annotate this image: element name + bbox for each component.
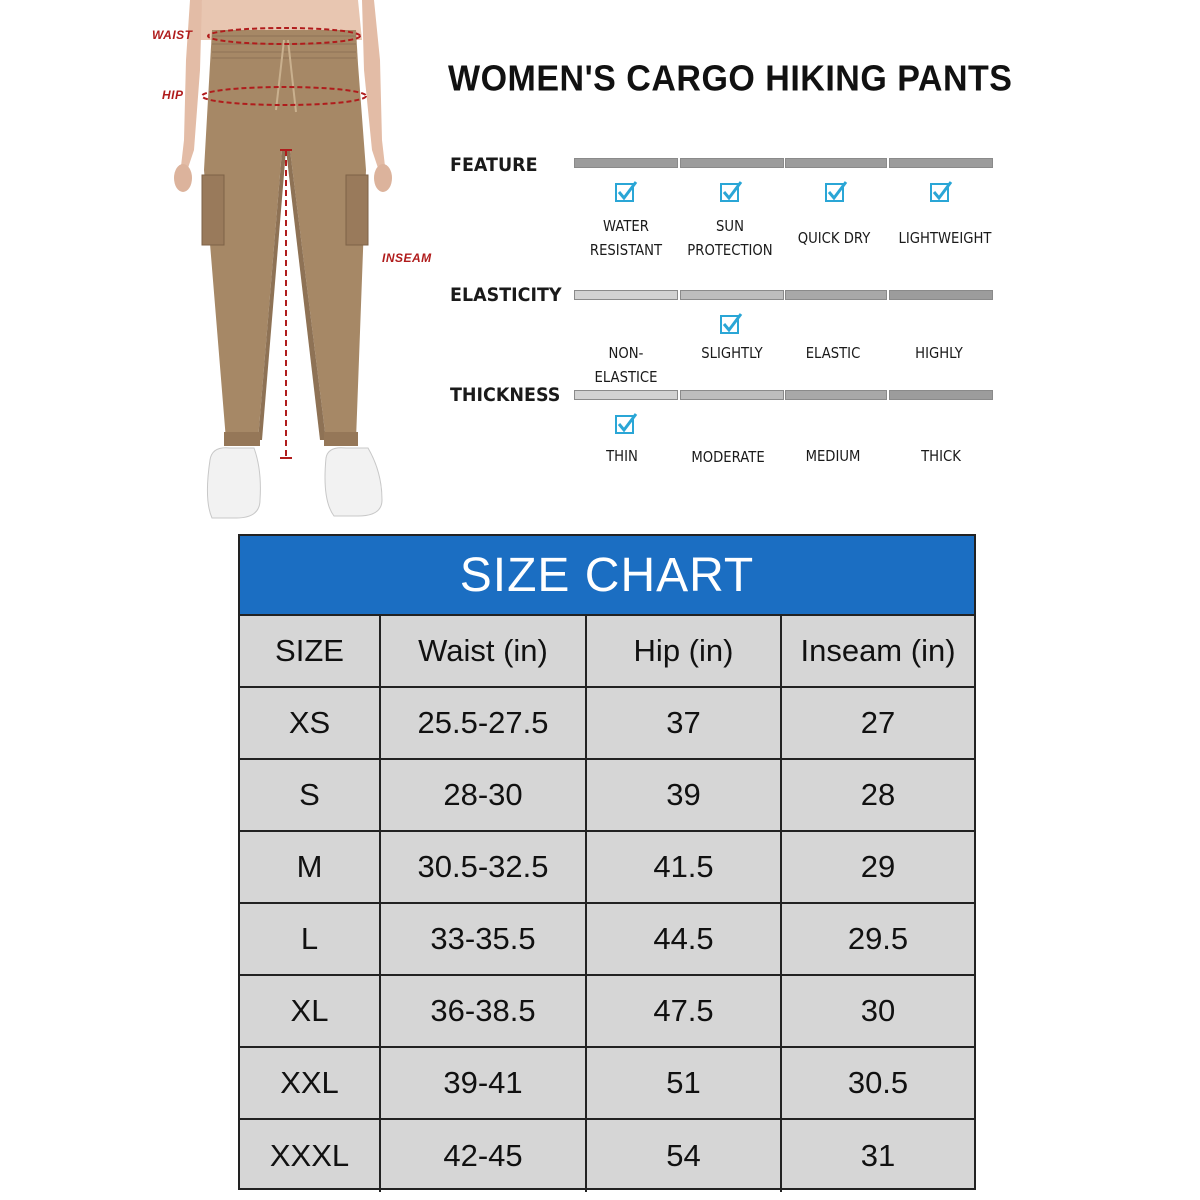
waist-cell: 42-45	[381, 1120, 587, 1192]
feature-bar-2	[680, 158, 784, 168]
thickness-option-moderate: MODERATE	[691, 448, 765, 466]
waist-cell: 30.5-32.5	[381, 832, 587, 904]
feature-option-line: SUN	[716, 217, 744, 235]
size-cell: L	[240, 904, 381, 976]
table-row	[240, 832, 974, 904]
feature-option-quick-dry	[786, 226, 883, 250]
inseam-cell: 30.5	[782, 1048, 974, 1120]
feature-option-line: WATER	[603, 217, 649, 235]
thickness-option-thin: THIN	[606, 447, 638, 465]
checkbox-checked-icon	[824, 180, 848, 204]
checkbox-checked-icon	[719, 312, 743, 336]
elasticity-option-elastic: ELASTIC	[805, 344, 861, 362]
feature-option-sun-protection	[682, 214, 779, 262]
column-header-inseam: Inseam (in)	[782, 616, 974, 688]
waist-cell: 36-38.5	[381, 976, 587, 1048]
feature-bar-3	[785, 158, 887, 168]
size-cell: XS	[240, 688, 381, 760]
table-row	[240, 688, 974, 760]
table-row	[240, 1120, 974, 1192]
page-title: WOMEN'S CARGO HIKING PANTS	[448, 59, 1013, 99]
column-header-hip: Hip (in)	[587, 616, 782, 688]
elasticity-bar-2	[680, 290, 784, 300]
model-illustration	[150, 0, 450, 530]
column-header-size: SIZE	[240, 616, 381, 688]
size-cell: XL	[240, 976, 381, 1048]
size-cell: M	[240, 832, 381, 904]
thickness-option-thick: THICK	[921, 447, 961, 465]
feature-option-water-resistant	[578, 214, 675, 262]
hip-cell: 41.5	[587, 832, 782, 904]
size-chart-table	[238, 534, 976, 1190]
feature-bar-4	[889, 158, 993, 168]
hip-cell: 44.5	[587, 904, 782, 976]
thickness-bar-2	[680, 390, 784, 400]
elasticity-option-slightly: SLIGHTLY	[701, 344, 763, 362]
elasticity-bar-1	[574, 290, 678, 300]
feature-option-line: PROTECTION	[687, 241, 773, 259]
hip-measure-label: HIP	[162, 88, 184, 102]
thickness-bar-1	[574, 390, 678, 400]
checkbox-checked-icon	[719, 180, 743, 204]
table-row	[240, 1048, 974, 1120]
inseam-cell: 31	[860, 1138, 896, 1173]
feature-label: FEATURE	[450, 154, 538, 176]
inseam-cell: 29.5	[782, 904, 974, 976]
hip-cell: 47.5	[587, 976, 782, 1048]
size-cell: XXL	[240, 1048, 381, 1120]
hip-cell: 37	[587, 688, 782, 760]
feature-bar-1	[574, 158, 678, 168]
thickness-label: THICKNESS	[450, 384, 561, 406]
checkbox-checked-icon	[614, 412, 638, 436]
waist-cell: 28-30	[381, 760, 587, 832]
checkbox-checked-icon	[929, 180, 953, 204]
waist-cell: 39-41	[381, 1048, 587, 1120]
size-cell: S	[240, 760, 381, 832]
inseam-cell: 28	[782, 760, 974, 832]
hip-cell: 51	[587, 1048, 782, 1120]
elasticity-option-non-elastic: NON-ELASTICE	[594, 344, 658, 386]
thickness-bar-4	[889, 390, 993, 400]
feature-option-line: QUICK DRY	[797, 229, 871, 247]
elasticity-label: ELASTICITY	[450, 284, 562, 306]
feature-option-lightweight	[896, 226, 995, 250]
hip-cell: 54	[587, 1120, 782, 1192]
thickness-option-medium: MEDIUM	[805, 447, 861, 465]
checkbox-checked-icon	[614, 180, 638, 204]
waist-measure-label: WAIST	[152, 28, 193, 42]
waist-cell: 25.5-27.5	[381, 688, 587, 760]
inseam-cell: 29	[782, 832, 974, 904]
inseam-measure-label: INSEAM	[382, 251, 432, 265]
table-header-row	[240, 616, 974, 688]
waist-cell: 33-35.5	[381, 904, 587, 976]
feature-option-line: LIGHTWEIGHT	[898, 229, 992, 247]
elasticity-option-highly: HIGHLY	[915, 344, 963, 362]
size-chart-title: SIZE CHART	[240, 536, 974, 616]
inseam-cell: 27	[782, 688, 974, 760]
column-header-waist: Waist (in)	[381, 616, 587, 688]
thickness-bar-3	[785, 390, 887, 400]
inseam-cell: 30	[782, 976, 974, 1048]
elasticity-bar-3	[785, 290, 887, 300]
size-cell: XXXL	[240, 1120, 381, 1192]
elasticity-bar-4	[889, 290, 993, 300]
feature-option-line: RESISTANT	[589, 241, 663, 259]
table-row	[240, 904, 974, 976]
hip-cell: 39	[587, 760, 782, 832]
pants-model-image	[150, 0, 450, 530]
table-row	[240, 760, 974, 832]
table-row	[240, 976, 974, 1048]
